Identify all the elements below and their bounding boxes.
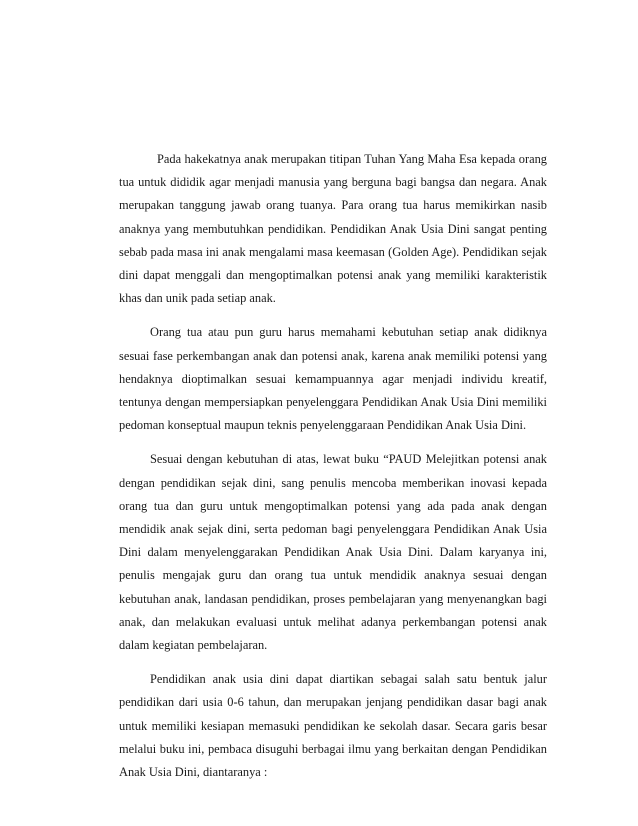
paragraph-2: Orang tua atau pun guru harus memahami kebutuhan setiap anak didiknya sesuai fase perkembangan anak dan potensi anak, karena anak memiliki potensi yang hendaknya dioptimalkan sesuai kemampuannya agar menjadi individu kreatif, tentunya dengan mempersiapkan penyelenggara Pendidikan Anak Usia Dini memiliki pedoman konseptual maupun teknis penyelenggaraan Pendidikan Anak Usia Dini. — [119, 325, 547, 433]
paragraph-1: Pada hakekatnya anak merupakan titipan Tuhan Yang Maha Esa kepada orang tua untuk dididik agar menjadi manusia yang berguna bagi bangsa dan negara. Anak merupakan tanggung jawab orang tuanya. Para orang tua harus memikirkan nasib anaknya yang membutuhkan pendidikan. Pendidikan Anak Usia Dini sangat penting sebab pada masa ini anak mengalami masa keemasan (Golden Age). Pendidikan sejak dini dapat menggali dan mengoptimalkan potensi anak yang memiliki karakteristik khas dan unik pada setiap anak. — [119, 152, 547, 306]
paragraph-3: Sesuai dengan kebutuhan di atas, lewat buku “PAUD Melejitkan potensi anak dengan pendidikan sejak dini, sang penulis mencoba memberikan inovasi kepada orang tua dan guru untuk mengoptimalkan potensi yang ada pada anak dengan mendidik anak sejak dini, serta pedoman bagi penyelenggara Pendidikan Anak Usia Dini dalam menyelenggarakan Pendidikan Anak Usia Dini. Dalam karyanya ini, penulis mengajak guru dan orang tua untuk mendidik anaknya sesuai dengan kebutuhan anak, landasan pendidikan, proses pembelajaran yang menyenangkan bagi anak, dan melakukan evaluasi untuk melihat adanya perkembangan potensi anak dalam kegiatan pembelajaran. — [119, 452, 547, 653]
body-text — [119, 148, 547, 784]
paragraph-4: Pendidikan anak usia dini dapat diartikan sebagai salah satu bentuk jalur pendidikan dari usia 0-6 tahun, dan merupakan jenjang pendidikan dasar bagi anak untuk memiliki kesiapan memasuki pendidikan ke sekolah dasar. Secara garis besar melalui buku ini, pembaca disuguhi berbagai ilmu yang berkaitan dengan Pendidikan Anak Usia Dini, diantaranya : — [119, 672, 547, 780]
